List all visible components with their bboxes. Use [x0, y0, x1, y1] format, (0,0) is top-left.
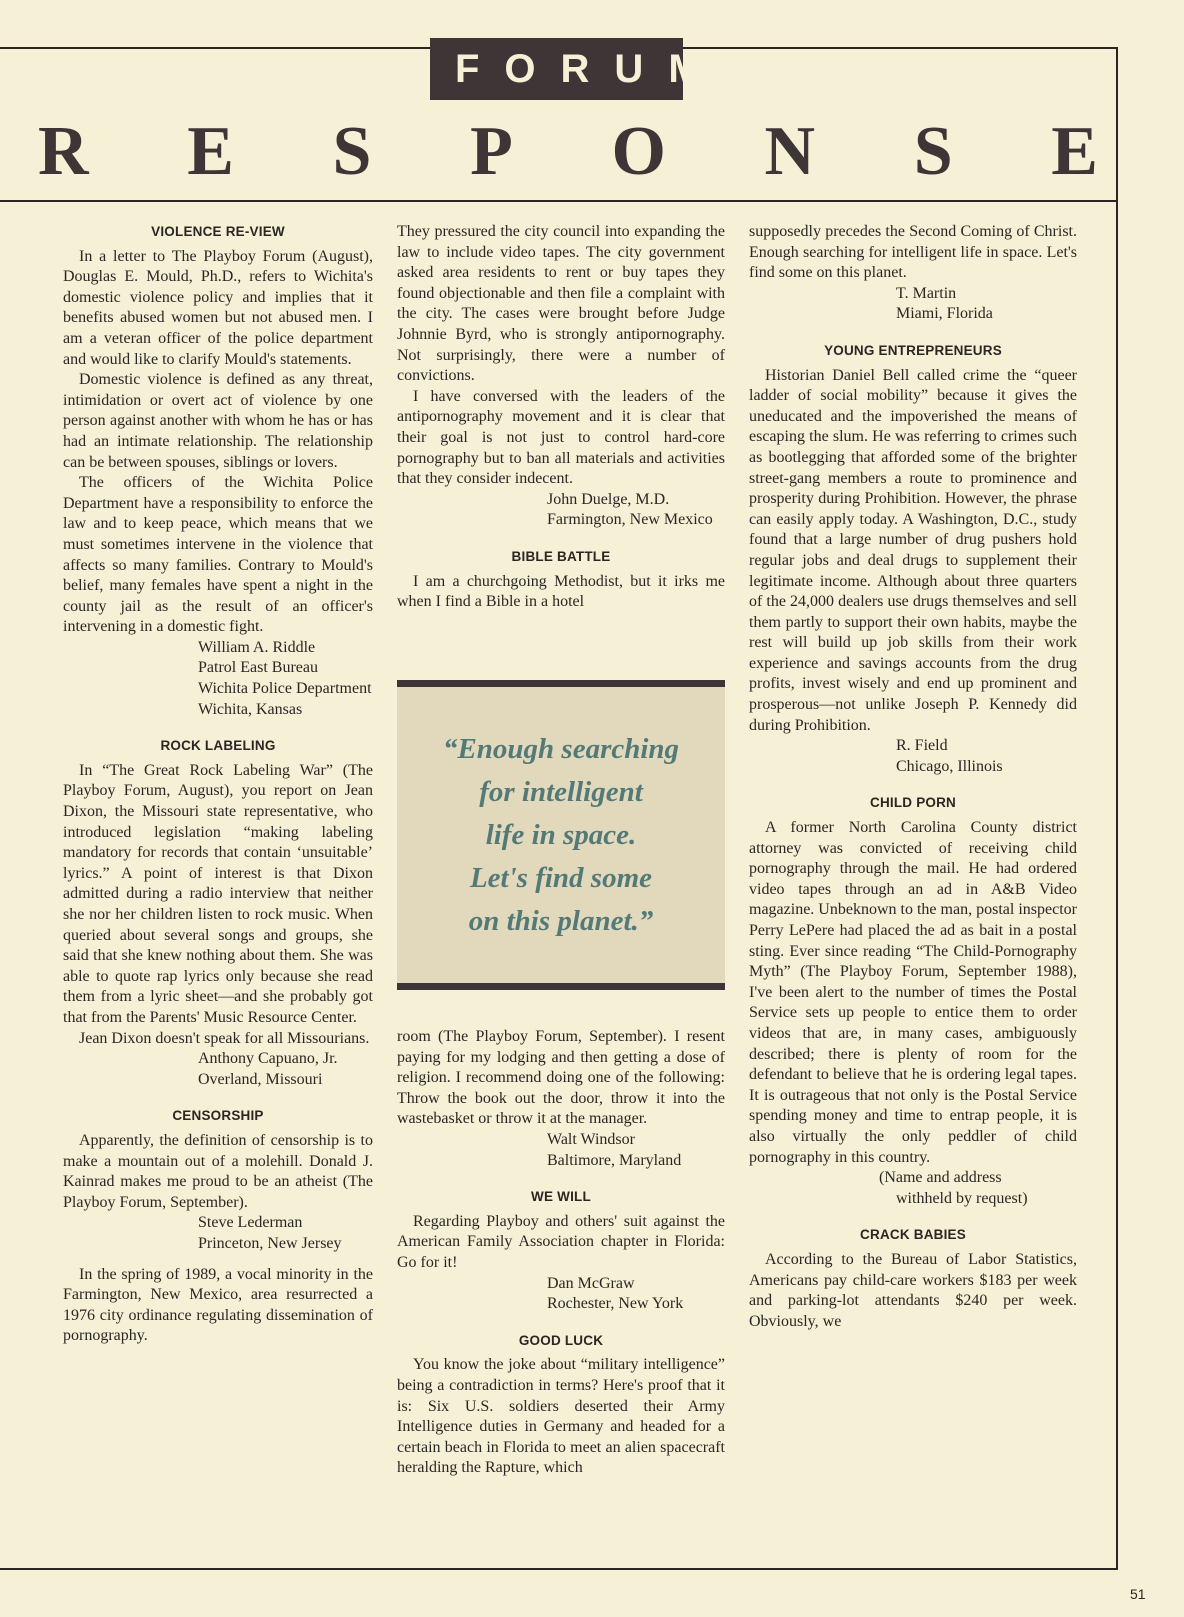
- section-heading: ROCK LABELING: [160, 738, 276, 754]
- letter-paragraph: Regarding Playboy and others' suit against the American Family Association chapter in Florida: Go for it!: [397, 1212, 725, 1271]
- letter-paragraph: Domestic violence is defined as any threat, intimidation or overt act of violence by one person against another with whom he has or has had an intimate relationship. The relationship can be between spouses, siblings or lovers.: [63, 371, 373, 471]
- signature-line: Princeton, New Jersey: [198, 1234, 342, 1252]
- section-heading: BIBLE BATTLE: [511, 548, 611, 564]
- letter-paragraph: They pressured the city council into expanding the law to include video tapes. The city government asked area residents to rent or buy tapes they found objectionable and then file a complaint with the city. The cases were brought before Judge Johnnie Byrd, who is strongly antipornography. Not surprisingly, there were a number of convictions.: [397, 223, 725, 385]
- pull-quote-line: on this planet.”: [468, 904, 654, 937]
- signature-line: Patrol East Bureau: [198, 659, 318, 677]
- signature-line: Rochester, New York: [547, 1295, 684, 1313]
- signature-line: R. Field: [896, 737, 948, 755]
- letter-paragraph: I am a churchgoing Methodist, but it irks me when I find a Bible in a hotel: [397, 572, 725, 611]
- section-heading: WE WILL: [531, 1189, 591, 1205]
- letter-paragraph: Jean Dixon doesn't speak for all Missourians.: [79, 1029, 370, 1047]
- letter-paragraph: I have conversed with the leaders of the antipornography movement and it is clear that their goal is not just to control hard-core pornography but to ban all materials and activities that they consider indecent.: [397, 387, 725, 488]
- section-heading: CENSORSHIP: [172, 1108, 264, 1124]
- letter-paragraph: Historian Daniel Bell called crime the “queer ladder of social mobility” because it gives the uneducated and the impoverished the means of escaping the slum. He was referring to crimes such as bootlegging that afforded some of the brighter street-gang members a route to prominence and prosperity during Prohibition. However, the phrase can easily apply today. A Washington, D.C., study found that a large number of drug pushers hold regular jobs and deal drugs to supplement their legitimate income. Although about three quarters of the 24,000 dealers use drugs themselves and sell them partly to support their own habits, maybe the rest will build up job skills from their work experience and savings accounts from the drug profits, invest wisely and end up prominent and prosperous—not unlike Joseph P. Kennedy did during Prohibition.: [749, 366, 1077, 734]
- signature-line: Baltimore, Maryland: [547, 1151, 682, 1169]
- signature-line: Dan McGraw: [547, 1274, 635, 1292]
- signature-line: Overland, Missouri: [198, 1070, 323, 1088]
- signature-line: Miami, Florida: [896, 305, 993, 323]
- signature-line: (Name and address: [879, 1169, 1002, 1187]
- signature-line: T. Martin: [896, 284, 957, 302]
- letter-paragraph: According to the Bureau of Labor Statistics, Americans pay child-care workers $183 per week and parking-lot attendants $240 per week. Obviously, we: [749, 1250, 1077, 1330]
- column-1: [63, 222, 373, 1347]
- title-letter: O: [611, 113, 666, 190]
- page-number: 51: [1130, 1586, 1146, 1602]
- signature-line: withheld by request): [896, 1189, 1028, 1207]
- letter-paragraph: room (The Playboy Forum, September). I resent paying for my lodging and then getting a dose of religion. I recommend doing one of the following: Throw the book out the door, throw it into the wastebasket or throw it at the manager.: [397, 1028, 725, 1128]
- column-2-top: [397, 222, 725, 613]
- signature-line: Walt Windsor: [547, 1130, 635, 1148]
- section-heading: VIOLENCE RE-VIEW: [151, 224, 285, 239]
- title-letter: E: [1051, 113, 1098, 190]
- title-letter: P: [470, 113, 513, 190]
- letter-paragraph: In a letter to The Playboy Forum (August), Douglas E. Mould, Ph.D., refers to Wichita's domestic violence policy and implies that it benefits abused women but not abused men. I am a veteran officer of the police department and would like to clarify Mould's statements.: [63, 247, 373, 368]
- signature-line: Wichita, Kansas: [198, 700, 303, 718]
- pull-quote: [397, 680, 725, 990]
- section-heading: YOUNG ENTREPRENEURS: [824, 342, 1002, 358]
- title-divider: [0, 200, 1118, 202]
- title-letter: S: [913, 113, 953, 190]
- title-letter: R: [38, 113, 89, 190]
- letter-paragraph: supposedly precedes the Second Coming of Christ. Enough searching for intelligent life in space. Let's find some on this planet.: [749, 223, 1077, 282]
- section-heading: CHILD PORN: [870, 795, 956, 811]
- title-letter: S: [332, 113, 372, 190]
- letter-paragraph: You know the joke about “military intelligence” being a contradiction in terms? Here's proof that it is: Six U.S. soldiers deserted their Army Intelligence duties in Germany and headed for a certain beach in Florida to meet an alien spacecraft heralding the Rapture, which: [397, 1356, 725, 1477]
- column-2-bottom: [397, 1027, 725, 1479]
- forum-label: FORUM: [430, 38, 683, 100]
- letter-paragraph: The officers of the Wichita Police Department have a responsibility to enforce the law and to keep peace, which means that we must sometimes intervene in the violence that affects so many families. Contrary to Mould's belief, many females have spent a night in the county jail as the result of an officer's intervening in a domestic fight.: [63, 474, 373, 636]
- pull-quote-line: “Enough searching: [442, 732, 680, 765]
- pull-quote-line: life in space.: [485, 818, 637, 851]
- response-title: [38, 113, 1098, 190]
- section-heading: GOOD LUCK: [518, 1332, 604, 1348]
- letter-paragraph: In “The Great Rock Labeling War” (The Playboy Forum, August), you report on Jean Dixon, the Missouri state representative, who introduced legislation “making labeling mandatory for records that contain ‘unsuitable’ lyrics.” A point of interest is that Dixon admitted during a radio interview that neither she nor her children listen to rock music. When queried about several songs and groups, she said that she knew nothing about them. She was able to quote rap lyrics only because she read them from a lyric sheet—and she probably got that from the Parents' Music Resource Center.: [63, 761, 373, 1026]
- title-letter: E: [187, 113, 234, 190]
- signature-line: John Duelge, M.D.: [547, 490, 670, 508]
- column-3: [749, 222, 1077, 1332]
- signature-line: William A. Riddle: [198, 638, 316, 656]
- letter-paragraph: A former North Carolina County district attorney was convicted of receiving child pornography through the mail. He had ordered video tapes through an ad in A&B Video magazine. Unbeknown to the man, postal inspector Perry LePere had placed the ad as bait in a postal sting. Ever since reading “The Child-Pornography Myth” (The Playboy Forum, September 1988), I've been alert to the number of times the Postal Service sets up people to entice them to order videos that are, in many cases, ambiguously described; there is plenty of room for the defendant to believe that he is ordering legal tapes. It is outrageous that not only is the Postal Service spending money and time to entrap people, it is also virtually the only peddler of child pornography in this country.: [749, 819, 1077, 1166]
- letter-paragraph: Apparently, the definition of censorship is to make a mountain out of a molehill. Donald J. Kainrad makes me proud to be an atheist (The Playboy Forum, September).: [63, 1131, 373, 1211]
- signature-line: Anthony Capuano, Jr.: [198, 1050, 338, 1068]
- pull-quote-line: for intelligent: [479, 775, 643, 808]
- title-letter: N: [764, 113, 816, 190]
- section-heading: CRACK BABIES: [860, 1227, 966, 1243]
- signature-line: Farmington, New Mexico: [547, 511, 713, 529]
- signature-line: Chicago, Illinois: [896, 757, 1003, 775]
- signature-line: Steve Lederman: [198, 1214, 303, 1232]
- letter-paragraph: In the spring of 1989, a vocal minority in the Farmington, New Mexico, area resurrected a 1976 city ordinance regulating dissemination of pornography.: [63, 1265, 373, 1345]
- signature-line: Wichita Police Department: [198, 680, 372, 698]
- pull-quote-line: Let's find some: [469, 861, 653, 894]
